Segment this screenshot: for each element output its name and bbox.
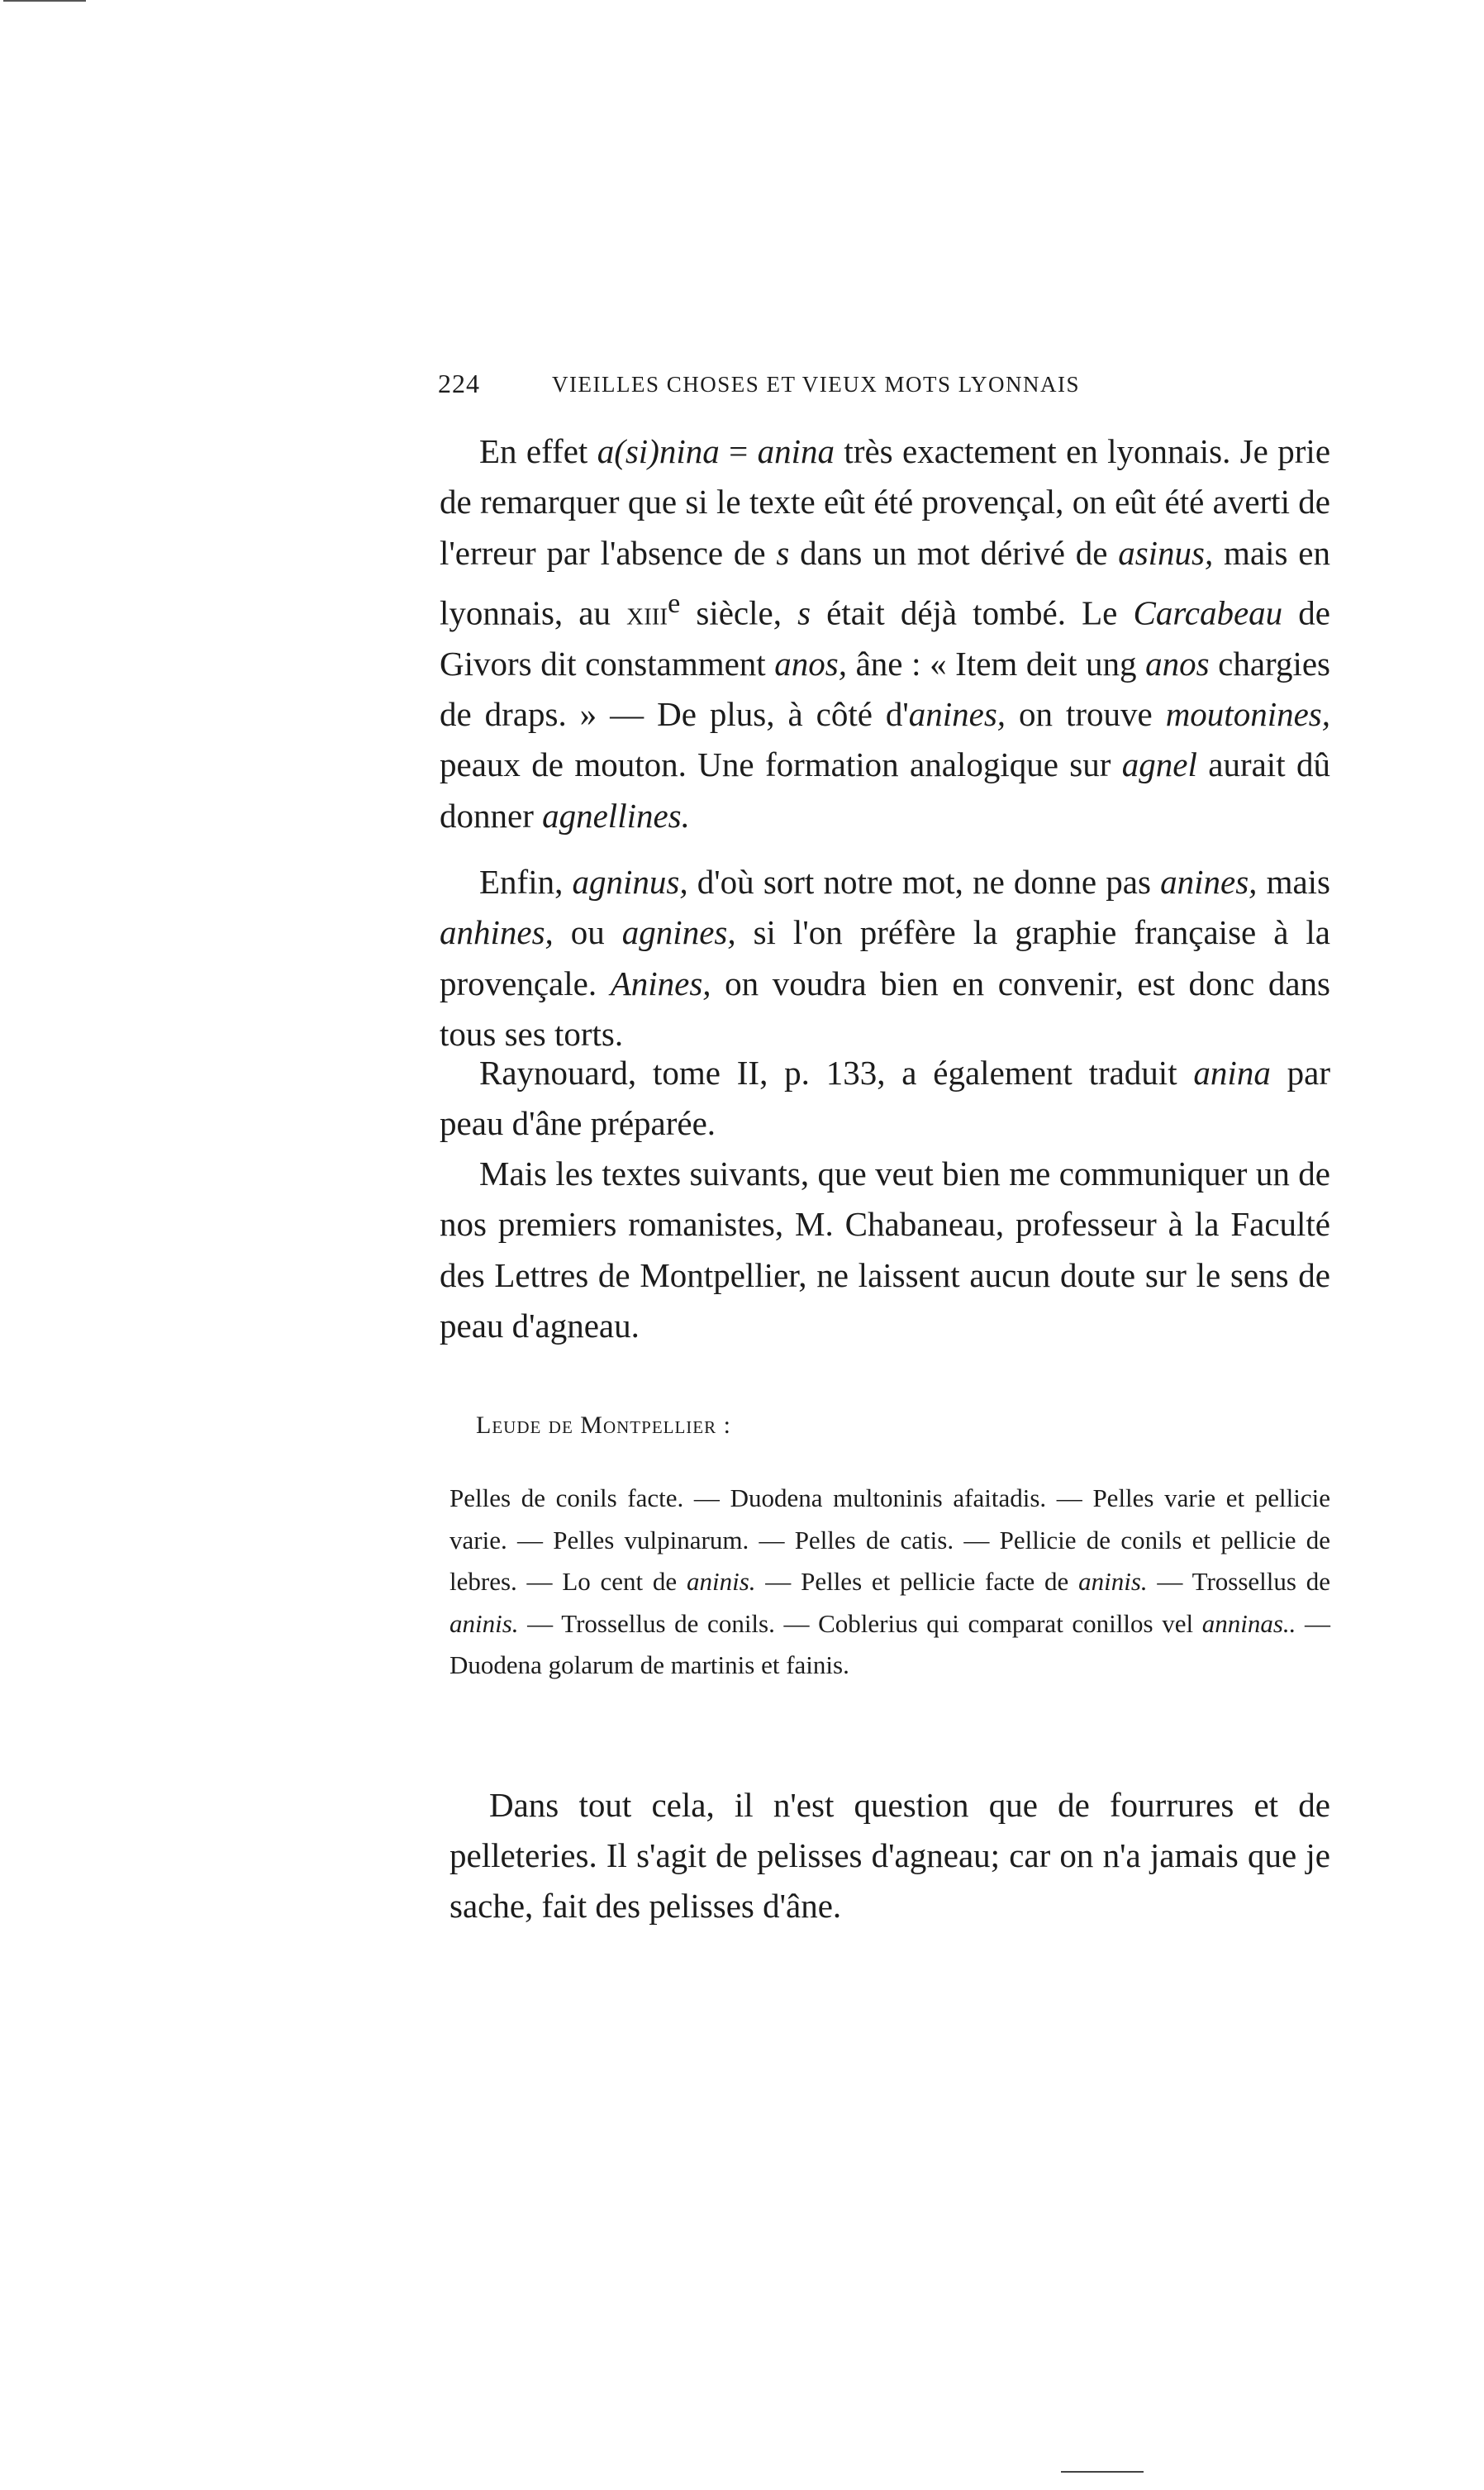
italic-term: Carcabeau [1133, 593, 1283, 632]
paragraph-4: Mais les textes suivants, que veut bien me communiquer un de nos premiers romanistes, M. Chabaneau, professeur à la Faculté des Lettres de Montpellier, ne laissent aucun doute sur le sens de peau d'agneau. [440, 1155, 1330, 1345]
italic-term: aninis. [449, 1608, 519, 1638]
text-run: aurait dû donner [440, 745, 1330, 835]
text-run: En effet [479, 432, 597, 470]
text-run: Raynouard, tome II, p. 133, a également traduit [479, 1054, 1194, 1092]
italic-term: Anines, [610, 964, 711, 1002]
italic-term: a(si)nina [597, 432, 720, 470]
text-run: — Trossellus de conils. — Coblerius qui comparat conillos vel [518, 1608, 1202, 1638]
italic-term: anhines, [440, 913, 554, 952]
italic-term: anines, [908, 695, 1006, 734]
text-run: par peau d'âne préparée. [440, 1054, 1330, 1143]
paragraph-2 [440, 857, 1330, 1059]
italic-term: s [797, 593, 811, 632]
text-run: — Pelles et pellicie facte de [755, 1567, 1079, 1596]
text-run: de Givors dit constamment [440, 593, 1330, 683]
text-run: on trouve [1006, 695, 1166, 734]
text-run: siècle, [680, 593, 798, 632]
page-header [438, 369, 1330, 405]
text-run: très exactement en lyonnais. Je prie de remarquer que si le texte eût été provençal, on eût été averti de l'erreur par l'absence de [440, 432, 1331, 572]
italic-term: moutonines, [1165, 695, 1330, 734]
italic-term: anines, [1160, 863, 1258, 901]
italic-term: anos [1145, 644, 1210, 683]
italic-term: agnines, [621, 913, 736, 952]
italic-term: asinus, [1118, 533, 1214, 572]
text-run: d'où sort notre mot, ne donne pas [687, 863, 1161, 901]
italic-term: anos, [774, 644, 848, 683]
edge-mark [3, 0, 86, 8]
text-run: chargies de draps. » — De plus, à côté d' [440, 644, 1330, 734]
century-numeral: xiii [626, 593, 668, 632]
italic-term: anina [757, 432, 835, 470]
page-number: 224 [438, 369, 480, 398]
text-run: — Duodena golarum de martinis et fainis. [449, 1608, 1331, 1679]
text-run: — Trossellus de [1147, 1567, 1331, 1596]
superscript: e [668, 588, 681, 619]
paragraph-5: Dans tout cela, il n'est question que de fourrures et de pelleteries. Il s'agit de pelisses d'agneau; car on n'a jamais que je sache, fait des pelisses d'âne. [449, 1786, 1330, 1925]
text-run: on voudra bien en convenir, est donc dans tous ses torts. [440, 964, 1330, 1053]
italic-term: agnellines. [542, 796, 690, 835]
paragraph-1 [440, 426, 1330, 841]
text-run: = [719, 432, 758, 470]
italic-term: anina [1193, 1054, 1271, 1092]
quoted-source-text [449, 1478, 1330, 1687]
italic-term: s [776, 533, 790, 572]
text-run: âne : « Item deit ung [847, 644, 1146, 683]
italic-term: anninas.. [1201, 1608, 1296, 1638]
text-run: Pelles de conils facte. — Duodena multoninis afaitadis. — Pelles varie et pellicie varie. — Pelles vulpinarum. — Pelles de catis. — Pellicie de conils et pellicie de lebres. — Lo cent de [449, 1483, 1330, 1596]
text-run: dans un mot dérivé de [789, 533, 1119, 572]
running-title: VIEILLES CHOSES ET VIEUX MOTS LYONNAIS [552, 372, 1081, 397]
italic-term: aninis. [686, 1567, 756, 1596]
bottom-rule [1061, 2471, 1144, 2473]
text-run: mais en lyonnais, au [440, 533, 1330, 632]
italic-term: agninus, [572, 863, 688, 901]
text-run: mais [1257, 863, 1331, 901]
italic-term: agnel [1121, 745, 1197, 784]
text-run: était déjà tombé. Le [811, 593, 1134, 632]
text-run: si l'on préfère la graphie française à la provençale. [440, 913, 1330, 1002]
text-run: ou [553, 913, 622, 952]
paragraph-3 [440, 1048, 1330, 1150]
text-run: peaux de mouton. Une formation analogique sur [440, 745, 1122, 784]
text-run: Enfin, [479, 863, 573, 901]
source-heading: Leude de Montpellier : [476, 1412, 731, 1439]
italic-term: aninis. [1078, 1567, 1148, 1596]
